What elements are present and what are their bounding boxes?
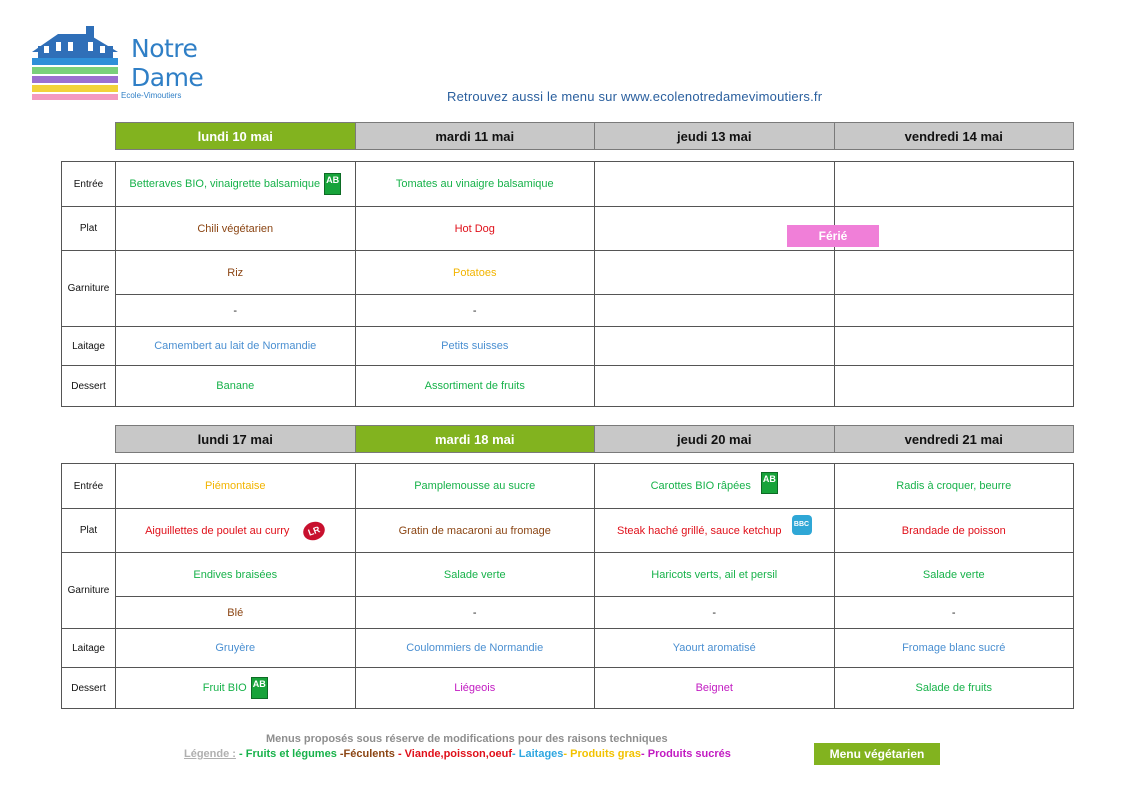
menu-cell: - — [595, 597, 835, 629]
legend-item: - Fruits et légumes — [235, 748, 337, 760]
menu-cell: - — [355, 295, 595, 327]
dish-text: Carottes BIO râpées — [650, 479, 751, 492]
menu-cell: Yaourt aromatisé — [595, 629, 835, 668]
week1-day-4: vendredi 14 mai — [834, 122, 1075, 150]
menu-cell — [595, 366, 835, 407]
menu-cell: Banane — [116, 366, 356, 407]
week2-day-4: vendredi 21 mai — [834, 425, 1075, 453]
organic-ab-icon: AB — [251, 677, 268, 699]
menu-cell: Haricots verts, ail et persil — [595, 553, 835, 597]
menu-cell — [595, 509, 835, 553]
table-row — [62, 162, 1074, 207]
table-row — [62, 668, 1074, 709]
table-row — [62, 251, 1074, 295]
menu-cell: Salade de fruits — [834, 668, 1074, 709]
menu-cell: - — [355, 597, 595, 629]
menu-cell: Chili végétarien — [116, 207, 356, 251]
week2-menu-table — [61, 463, 1074, 709]
organic-ab-icon: AB — [324, 173, 341, 195]
table-row — [62, 553, 1074, 597]
dish-text: Fruit BIO — [202, 681, 247, 694]
menu-cell: - — [116, 295, 356, 327]
ferie-badge: Férié — [787, 225, 879, 247]
menu-cell: Petits suisses — [355, 327, 595, 366]
menu-cell: Fromage blanc sucré — [834, 629, 1074, 668]
legend-item: - Laitages — [512, 748, 564, 760]
week2-day-2: mardi 18 mai — [355, 425, 596, 453]
menu-cell — [834, 251, 1074, 295]
website-link[interactable]: Retrouvez aussi le menu sur www.ecolenotredamevimoutiers.fr — [447, 89, 823, 104]
label-rouge-icon: LR — [301, 518, 328, 542]
week2-header — [115, 425, 1074, 453]
menu-cell: Brandade de poisson — [834, 509, 1074, 553]
menu-cell: Liégeois — [355, 668, 595, 709]
row-label-entree: Entrée — [62, 162, 116, 207]
menu-cell: Pamplemousse au sucre — [355, 464, 595, 509]
week2-day-1: lundi 17 mai — [115, 425, 356, 453]
legend-item: - Produits sucrés — [641, 748, 731, 760]
row-label-garniture: Garniture — [62, 553, 116, 629]
menu-cell: Radis à croquer, beurre — [834, 464, 1074, 509]
vegetarian-menu-badge: Menu végétarien — [814, 743, 940, 765]
menu-cell — [595, 295, 835, 327]
menu-cell: Salade verte — [355, 553, 595, 597]
menu-cell: Tomates au vinaigre balsamique — [355, 162, 595, 207]
legend-item: - Viande,poisson,oeuf — [394, 748, 513, 760]
menu-cell — [116, 509, 356, 553]
menu-cell: Gratin de macaroni au fromage — [355, 509, 595, 553]
logo-text-notre: Notre — [131, 34, 198, 63]
week1-header — [115, 122, 1074, 150]
table-row — [62, 464, 1074, 509]
menu-cell — [834, 366, 1074, 407]
menu-cell — [834, 162, 1074, 207]
menu-cell — [834, 295, 1074, 327]
logo-subtitle: Ecole-Vimoutiers — [121, 91, 182, 100]
menu-cell: Beignet — [595, 668, 835, 709]
menu-cell — [595, 464, 835, 509]
week1-day-3: jeudi 13 mai — [594, 122, 835, 150]
legend-item: -Féculents — [336, 748, 395, 760]
legend-items — [236, 748, 731, 760]
table-row — [62, 327, 1074, 366]
logo-text-dame: Dame — [131, 63, 204, 92]
week1-day-2: mardi 11 mai — [355, 122, 596, 150]
menu-cell — [595, 251, 835, 295]
row-label-plat: Plat — [62, 509, 116, 553]
menu-cell: Endives braisées — [116, 553, 356, 597]
dish-text: Betteraves BIO, vinaigrette balsamique — [129, 177, 321, 190]
row-label-dessert: Dessert — [62, 668, 116, 709]
row-label-garniture: Garniture — [62, 251, 116, 327]
footer-note: Menus proposés sous réserve de modifications pour des raisons techniques — [266, 733, 668, 745]
row-label-entree: Entrée — [62, 464, 116, 509]
school-building-icon — [28, 22, 128, 106]
table-row — [62, 366, 1074, 407]
legend-item: - Produits gras — [563, 748, 642, 760]
menu-cell: Gruyère — [116, 629, 356, 668]
menu-cell: Salade verte — [834, 553, 1074, 597]
school-logo — [28, 22, 204, 106]
menu-cell: Hot Dog — [355, 207, 595, 251]
menu-cell — [116, 668, 356, 709]
week1-menu-table — [61, 161, 1074, 407]
row-label-plat: Plat — [62, 207, 116, 251]
menu-cell — [595, 327, 835, 366]
row-label-laitage: Laitage — [62, 327, 116, 366]
dish-text: Aiguillettes de poulet au curry — [145, 524, 290, 537]
organic-ab-icon: AB — [761, 472, 778, 494]
table-row — [62, 207, 1074, 251]
menu-cell — [116, 162, 356, 207]
menu-cell: Camembert au lait de Normandie — [116, 327, 356, 366]
table-row — [62, 295, 1074, 327]
week1-day-1: lundi 10 mai — [115, 122, 356, 150]
menu-cell: Potatoes — [355, 251, 595, 295]
week2-day-3: jeudi 20 mai — [594, 425, 835, 453]
dish-text: Steak haché grillé, sauce ketchup — [617, 524, 782, 537]
menu-cell: Riz — [116, 251, 356, 295]
menu-cell — [595, 162, 835, 207]
legend — [184, 748, 731, 760]
menu-cell: Blé — [116, 597, 356, 629]
bleu-blanc-coeur-icon: BBC — [792, 515, 812, 535]
table-row — [62, 629, 1074, 668]
row-label-dessert: Dessert — [62, 366, 116, 407]
legend-label: Légende : — [184, 748, 236, 760]
menu-cell — [834, 327, 1074, 366]
table-row — [62, 509, 1074, 553]
menu-cell: Coulommiers de Normandie — [355, 629, 595, 668]
table-row — [62, 597, 1074, 629]
menu-cell: Piémontaise — [116, 464, 356, 509]
menu-cell: - — [834, 597, 1074, 629]
menu-cell: Assortiment de fruits — [355, 366, 595, 407]
row-label-laitage: Laitage — [62, 629, 116, 668]
